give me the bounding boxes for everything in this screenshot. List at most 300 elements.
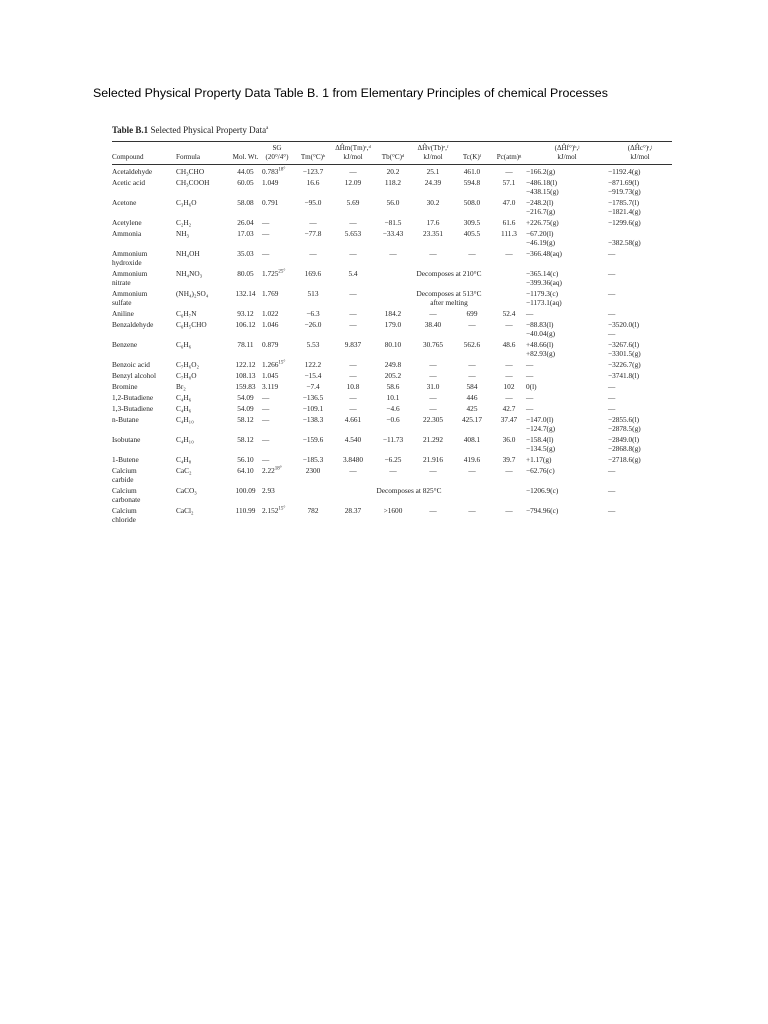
boiling-point-cell: 56.0 — [386, 198, 400, 207]
melting-point-cell: — — [309, 249, 317, 258]
heat-of-combustion-cell-line: −871.69(l) — [608, 178, 640, 187]
heat-of-formation-cell — [526, 504, 608, 524]
specific-gravity-temperature: 15° — [278, 506, 286, 512]
compound-cell — [112, 165, 176, 177]
heat-of-vaporization-cell: — — [429, 466, 437, 475]
molecular-weight-cell: 108.13 — [235, 371, 256, 380]
molecular-weight-cell: 60.05 — [237, 178, 254, 187]
heat-of-formation-cell-line: −158.4(l) — [526, 435, 554, 444]
boiling-point-cell: 80.10 — [384, 340, 402, 349]
formula-cell: C₄H₆ — [176, 404, 192, 413]
compound-cell — [112, 287, 176, 307]
table-row — [112, 413, 672, 433]
molecular-weight-cell: 35.03 — [237, 249, 254, 258]
heat-of-combustion-cell-line: −2878.5(g) — [608, 424, 641, 433]
heat-of-combustion-cell-line: — — [608, 393, 616, 402]
formula-cell: C₆H₆ — [176, 340, 192, 349]
molecular-weight-cell: 44.05 — [237, 167, 254, 176]
boiling-point-cell: 249.8 — [384, 360, 402, 369]
melting-point-cell: — — [309, 218, 317, 227]
melting-point-cell: 169.6 — [304, 269, 322, 278]
heat-of-formation-cell-line: −67.20(l) — [526, 229, 554, 238]
compound-cell-line: Ammonium — [112, 289, 148, 298]
table-row — [112, 307, 672, 318]
compound-cell-line: Acetylene — [112, 218, 142, 227]
melting-point-cell: −6.3 — [306, 309, 320, 318]
compound-cell — [112, 402, 176, 413]
heat-of-combustion-cell — [608, 165, 672, 177]
table-row — [112, 338, 672, 358]
compound-cell-line: Bromine — [112, 382, 138, 391]
molecular-weight-cell: 58.12 — [237, 415, 254, 424]
boiling-point-cell: −0.6 — [386, 415, 400, 424]
molecular-weight-cell: 93.12 — [237, 309, 254, 318]
critical-pressure-cell: — — [505, 466, 513, 475]
melting-point-cell: −123.7 — [302, 167, 324, 176]
heat-of-combustion-cell-line: −3267.6(l) — [608, 340, 640, 349]
heat-of-formation-cell-line: −248.2(l) — [526, 198, 554, 207]
formula-cell: CH₃COOH — [176, 178, 210, 187]
melting-point-cell: −185.3 — [302, 455, 324, 464]
boiling-point-cell: −81.5 — [384, 218, 402, 227]
specific-gravity-temperature: 18° — [274, 466, 282, 472]
specific-gravity-cell — [262, 216, 292, 227]
compound-cell — [112, 318, 176, 338]
header-heat-of-vaporization — [414, 142, 452, 165]
header-molecular-weight: Mol. Wt. — [229, 142, 262, 165]
formula-cell: CH₃CHO — [176, 167, 205, 176]
critical-pressure-cell: — — [505, 506, 513, 515]
table-caption — [112, 125, 672, 136]
heat-of-formation-cell-line: −794.96(c) — [526, 506, 559, 515]
specific-gravity-value: — — [262, 229, 270, 238]
heat-of-combustion-cell — [608, 453, 672, 464]
heat-of-formation-cell-line: −40.04(g) — [526, 329, 556, 338]
heat-of-formation-cell-line: −216.7(g) — [526, 207, 556, 216]
compound-cell-line: n-Butane — [112, 415, 139, 424]
heat-of-combustion-cell-line: — — [608, 309, 616, 318]
table-row — [112, 402, 672, 413]
specific-gravity-value: — — [262, 404, 270, 413]
header-formula: Formula — [176, 142, 229, 165]
specific-gravity-cell — [262, 369, 292, 380]
heat-of-vaporization-cell: — — [429, 506, 437, 515]
table-row — [112, 267, 672, 287]
table-row — [112, 216, 672, 227]
heat-of-vaporization-cell: — — [429, 393, 437, 402]
critical-temperature-cell: 425 — [466, 404, 478, 413]
heat-of-combustion-cell-line: — — [608, 269, 616, 278]
compound-cell — [112, 196, 176, 216]
melting-point-cell: 16.6 — [306, 178, 320, 187]
boiling-point-cell: >1600 — [383, 506, 403, 515]
header-dhf-units: kJ/mol — [557, 152, 577, 161]
heat-of-formation-cell-line: +1.17(g) — [526, 455, 552, 464]
compound-cell — [112, 176, 176, 196]
table-row — [112, 247, 672, 267]
decomposition-note-line: Decomposes at 513°C — [416, 289, 482, 298]
compound-cell-line: Acetic acid — [112, 178, 146, 187]
heat-of-formation-cell-line: −486.18(l) — [526, 178, 558, 187]
specific-gravity-temperature: 25° — [278, 269, 286, 275]
heat-of-fusion-cell: — — [349, 404, 357, 413]
compound-cell-line: 1,2-Butadiene — [112, 393, 154, 402]
heat-of-formation-cell-line: −62.76(c) — [526, 466, 555, 475]
heat-of-formation-cell — [526, 287, 608, 307]
heat-of-combustion-cell — [608, 267, 672, 287]
compound-cell-line: Ammonium — [112, 249, 148, 258]
header-melting-point: Tm(°C)ᵇ — [292, 142, 334, 165]
formula-cell: Br₂ — [176, 382, 186, 391]
specific-gravity-value: 0.791 — [262, 198, 279, 207]
formula-cell: C₂H₂ — [176, 218, 192, 227]
heat-of-combustion-cell — [608, 369, 672, 380]
heat-of-fusion-cell: 28.37 — [344, 506, 362, 515]
heat-of-combustion-cell-line: — — [608, 466, 616, 475]
specific-gravity-value: 1.046 — [262, 320, 279, 329]
melting-point-cell: 122.2 — [304, 360, 322, 369]
compound-cell — [112, 247, 176, 267]
compound-cell-line: Acetaldehyde — [112, 167, 153, 176]
table-caption-footnote-mark: a — [266, 126, 269, 131]
heat-of-combustion-cell — [608, 196, 672, 216]
heat-of-combustion-cell-line: — — [608, 249, 616, 258]
compound-cell-line: Aniline — [112, 309, 134, 318]
heat-of-vaporization-cell: 21.292 — [422, 435, 444, 444]
heat-of-formation-cell-line: −365.14(c) — [526, 269, 559, 278]
formula-cell: C₆H₇N — [176, 309, 197, 318]
heat-of-formation-cell-line: — — [526, 371, 534, 380]
table-row — [112, 453, 672, 464]
heat-of-fusion-cell: — — [349, 393, 357, 402]
heat-of-vaporization-cell: 17.6 — [426, 218, 440, 227]
specific-gravity-cell — [262, 287, 292, 307]
formula-cell: CaCl₂ — [176, 506, 194, 515]
specific-gravity-cell — [262, 391, 292, 402]
specific-gravity-value: 1.266 — [262, 360, 279, 369]
table-row — [112, 484, 672, 504]
compound-cell — [112, 369, 176, 380]
boiling-point-cell: −4.6 — [386, 404, 400, 413]
boiling-point-cell: 205.2 — [384, 371, 402, 380]
heat-of-fusion-cell: — — [349, 466, 357, 475]
compound-cell-line: Isobutane — [112, 435, 141, 444]
critical-temperature-cell: 446 — [466, 393, 478, 402]
molecular-weight-cell: 100.09 — [235, 486, 256, 495]
melting-point-cell: −95.0 — [304, 198, 322, 207]
melting-point-cell: −136.5 — [302, 393, 324, 402]
heat-of-formation-cell — [526, 165, 608, 177]
compound-cell-line: Acetone — [112, 198, 137, 207]
heat-of-formation-cell — [526, 433, 608, 453]
melting-point-cell: 2300 — [305, 466, 321, 475]
heat-of-fusion-cell: — — [349, 167, 357, 176]
heat-of-combustion-cell — [608, 504, 672, 524]
property-table — [112, 142, 672, 524]
table-row — [112, 433, 672, 453]
heat-of-vaporization-cell: — — [429, 371, 437, 380]
heat-of-vaporization-cell: 24.39 — [424, 178, 442, 187]
critical-temperature-cell: — — [468, 320, 476, 329]
specific-gravity-value: — — [262, 455, 270, 464]
critical-temperature-cell: 584 — [466, 382, 478, 391]
header-dhc-label: (ΔĤc°)ᶦ,ʲ — [627, 144, 653, 152]
table-row — [112, 196, 672, 216]
heat-of-combustion-cell-line: — — [608, 486, 616, 495]
specific-gravity-cell — [262, 338, 292, 358]
heat-of-combustion-cell-line — [608, 229, 672, 238]
heat-of-formation-cell — [526, 484, 608, 504]
heat-of-formation-cell-line: −124.7(g) — [526, 424, 556, 433]
heat-of-formation-cell — [526, 318, 608, 338]
critical-temperature-cell: 419.6 — [463, 455, 481, 464]
specific-gravity-cell — [262, 504, 292, 524]
heat-of-fusion-cell: 5.69 — [346, 198, 360, 207]
table-row — [112, 358, 672, 369]
specific-gravity-value: 1.049 — [262, 178, 279, 187]
heat-of-formation-cell-line: −134.5(g) — [526, 444, 556, 453]
critical-pressure-cell: 37.47 — [500, 415, 518, 424]
compound-cell-line: Calcium — [112, 486, 137, 495]
specific-gravity-value: 2.22 — [262, 466, 275, 475]
boiling-point-cell: −33.43 — [382, 229, 404, 238]
specific-gravity-cell — [262, 453, 292, 464]
compound-cell — [112, 453, 176, 464]
specific-gravity-value: 1.045 — [262, 371, 279, 380]
heat-of-formation-cell-line: — — [526, 393, 534, 402]
formula-cell: C₇H₈O — [176, 371, 197, 380]
heat-of-combustion-cell-line: −2868.8(g) — [608, 444, 641, 453]
critical-pressure-cell: 57.1 — [502, 178, 516, 187]
heat-of-fusion-cell: 5.4 — [348, 269, 358, 278]
heat-of-formation-cell — [526, 369, 608, 380]
heat-of-fusion-cell: 3.8480 — [342, 455, 364, 464]
table-row — [112, 464, 672, 484]
heat-of-formation-cell-line: +226.75(g) — [526, 218, 559, 227]
compound-cell-line: 1-Butene — [112, 455, 139, 464]
heat-of-formation-cell-line: −166.2(g) — [526, 167, 556, 176]
specific-gravity-value: — — [262, 415, 270, 424]
compound-cell — [112, 433, 176, 453]
heat-of-combustion-cell — [608, 433, 672, 453]
heat-of-combustion-cell-line: −382.58(g) — [608, 238, 641, 247]
compound-cell-line: sulfate — [112, 298, 132, 307]
heat-of-fusion-cell: — — [349, 249, 357, 258]
heat-of-vaporization-cell: — — [429, 360, 437, 369]
critical-pressure-cell: — — [505, 167, 513, 176]
boiling-point-cell: 58.6 — [386, 382, 400, 391]
compound-cell-line: Ammonium — [112, 269, 148, 278]
compound-cell-line: carbonate — [112, 495, 141, 504]
heat-of-combustion-cell — [608, 464, 672, 484]
heat-of-vaporization-cell: 22.305 — [422, 415, 444, 424]
heat-of-fusion-cell: — — [349, 218, 357, 227]
molecular-weight-cell: 78.11 — [237, 340, 254, 349]
formula-cell: CaCO₃ — [176, 486, 197, 495]
heat-of-vaporization-cell: 31.0 — [426, 382, 440, 391]
heat-of-combustion-cell-line: −1299.6(g) — [608, 218, 641, 227]
specific-gravity-value: 2.93 — [262, 486, 275, 495]
specific-gravity-cell — [262, 227, 292, 247]
heat-of-fusion-cell: 4.661 — [344, 415, 362, 424]
heat-of-combustion-cell — [608, 307, 672, 318]
boiling-point-cell: −6.25 — [384, 455, 402, 464]
specific-gravity-cell — [262, 307, 292, 318]
heat-of-fusion-cell: — — [349, 371, 357, 380]
specific-gravity-temperature: 18° — [278, 167, 286, 173]
decomposition-note — [372, 267, 526, 287]
heat-of-formation-cell-line: 0(l) — [526, 382, 537, 391]
specific-gravity-cell — [262, 484, 292, 504]
specific-gravity-value: — — [262, 218, 270, 227]
heat-of-combustion-cell — [608, 176, 672, 196]
heat-of-formation-cell — [526, 380, 608, 391]
heat-of-vaporization-cell: — — [429, 404, 437, 413]
formula-cell: C₄H₆ — [176, 393, 192, 402]
heat-of-fusion-cell: — — [349, 289, 357, 298]
melting-point-cell: −7.4 — [306, 382, 320, 391]
heat-of-combustion-cell-line: −2718.6(g) — [608, 455, 641, 464]
table-row — [112, 318, 672, 338]
compound-cell-line: Benzyl alcohol — [112, 371, 156, 380]
heat-of-formation-cell — [526, 227, 608, 247]
critical-temperature-cell: 508.0 — [463, 198, 481, 207]
critical-pressure-cell: — — [505, 371, 513, 380]
header-dhm-label: ΔĤm(Tm)ᶜ,ᵈ — [335, 144, 371, 152]
compound-cell — [112, 504, 176, 524]
critical-temperature-cell: — — [468, 249, 476, 258]
header-critical-temperature: Tc(K)ᶠ — [452, 142, 492, 165]
specific-gravity-cell — [262, 247, 292, 267]
critical-pressure-cell: 36.0 — [502, 435, 516, 444]
heat-of-vaporization-cell: 23.351 — [422, 229, 444, 238]
table-row — [112, 227, 672, 247]
heat-of-formation-cell-line: −147.0(l) — [526, 415, 554, 424]
specific-gravity-cell — [262, 413, 292, 433]
melting-point-cell: −159.6 — [302, 435, 324, 444]
header-dhv-label: ΔĤv(Tb)ᵉ,ᶠ — [417, 144, 449, 152]
heat-of-combustion-cell-line: −2855.6(l) — [608, 415, 640, 424]
melting-point-cell: 513 — [307, 289, 319, 298]
formula-cell: C₃H₆O — [176, 198, 197, 207]
heat-of-formation-cell — [526, 358, 608, 369]
heat-of-combustion-cell-line: — — [608, 329, 616, 338]
heat-of-combustion-cell — [608, 358, 672, 369]
heat-of-combustion-cell-line: −3226.7(g) — [608, 360, 641, 369]
critical-pressure-cell: — — [505, 249, 513, 258]
boiling-point-cell: 184.2 — [384, 309, 402, 318]
heat-of-combustion-cell-line: −919.73(g) — [608, 187, 641, 196]
boiling-point-cell: 118.2 — [384, 178, 402, 187]
heat-of-formation-cell-line: −1206.9(c) — [526, 486, 559, 495]
heat-of-combustion-cell — [608, 318, 672, 338]
compound-cell — [112, 380, 176, 391]
formula-cell: C₄H₈ — [176, 455, 192, 464]
heat-of-fusion-cell: — — [349, 360, 357, 369]
compound-cell — [112, 307, 176, 318]
page-heading: Selected Physical Property Data Table B. 1 from Elementary Principles of chemical Processes — [93, 86, 608, 100]
header-specific-gravity — [262, 142, 292, 165]
heat-of-formation-cell — [526, 216, 608, 227]
boiling-point-cell: — — [389, 466, 397, 475]
compound-cell-line: hydroxide — [112, 258, 142, 267]
heat-of-formation-cell — [526, 464, 608, 484]
melting-point-cell: −138.3 — [302, 415, 324, 424]
formula-cell: CaC₂ — [176, 466, 192, 475]
heat-of-combustion-cell-line: −3301.5(g) — [608, 349, 641, 358]
header-dhm-units: kJ/mol — [343, 152, 363, 161]
specific-gravity-value: 0.783 — [262, 167, 279, 176]
decomposition-note-line: after melting — [430, 298, 468, 307]
heat-of-vaporization-cell: — — [429, 249, 437, 258]
critical-pressure-cell: 48.6 — [502, 340, 516, 349]
critical-temperature-cell: — — [468, 371, 476, 380]
heat-of-combustion-cell — [608, 402, 672, 413]
molecular-weight-cell: 58.08 — [237, 198, 254, 207]
critical-temperature-cell: — — [468, 506, 476, 515]
molecular-weight-cell: 132.14 — [235, 289, 256, 298]
heat-of-fusion-cell: 12.09 — [344, 178, 362, 187]
heat-of-formation-cell — [526, 338, 608, 358]
header-critical-pressure: Pc(atm)ᵍ — [492, 142, 526, 165]
formula-cell: C₇H₆O₂ — [176, 360, 200, 369]
heat-of-formation-cell — [526, 413, 608, 433]
heat-of-formation-cell — [526, 391, 608, 402]
critical-temperature-cell: 699 — [466, 309, 478, 318]
molecular-weight-cell: 64.10 — [237, 466, 254, 475]
compound-cell — [112, 484, 176, 504]
heat-of-combustion-cell-line: — — [608, 506, 616, 515]
table-body — [112, 165, 672, 525]
compound-cell-line: Benzoic acid — [112, 360, 150, 369]
heat-of-vaporization-cell: 38.40 — [424, 320, 442, 329]
specific-gravity-cell — [262, 464, 292, 484]
molecular-weight-cell: 26.04 — [237, 218, 254, 227]
compound-cell — [112, 358, 176, 369]
heat-of-formation-cell — [526, 247, 608, 267]
molecular-weight-cell: 159.83 — [235, 382, 256, 391]
specific-gravity-cell — [262, 267, 292, 287]
heat-of-fusion-cell: 4.540 — [344, 435, 362, 444]
heat-of-combustion-cell-line: −3520.0(l) — [608, 320, 640, 329]
decomposition-note-line: Decomposes at 825°C — [376, 486, 442, 495]
heat-of-combustion-cell-line: −1821.4(g) — [608, 207, 641, 216]
header-sg-label: SG — [272, 144, 282, 152]
table-row — [112, 369, 672, 380]
boiling-point-cell: −11.73 — [382, 435, 404, 444]
heat-of-combustion-cell-line: — — [608, 404, 616, 413]
melting-point-cell: 782 — [307, 506, 319, 515]
heat-of-formation-cell — [526, 402, 608, 413]
heat-of-fusion-cell: 10.8 — [346, 382, 360, 391]
heat-of-combustion-cell — [608, 287, 672, 307]
heat-of-formation-cell-line: −438.15(g) — [526, 187, 559, 196]
formula-cell: (NH₄)₂SO₄ — [176, 289, 209, 298]
heat-of-combustion-cell-line: — — [608, 289, 616, 298]
melting-point-cell: −77.8 — [304, 229, 322, 238]
molecular-weight-cell: 54.09 — [237, 404, 254, 413]
molecular-weight-cell: 110.99 — [235, 506, 256, 515]
header-dhc-units: kJ/mol — [630, 152, 650, 161]
critical-pressure-cell: 42.7 — [502, 404, 516, 413]
critical-temperature-cell: 408.1 — [463, 435, 481, 444]
decomposition-note — [292, 484, 526, 504]
critical-temperature-cell: 562.6 — [463, 340, 481, 349]
specific-gravity-value: — — [262, 393, 270, 402]
critical-pressure-cell: 61.6 — [502, 218, 516, 227]
formula-cell: C₆H₅CHO — [176, 320, 207, 329]
heat-of-vaporization-cell: 30.765 — [422, 340, 444, 349]
